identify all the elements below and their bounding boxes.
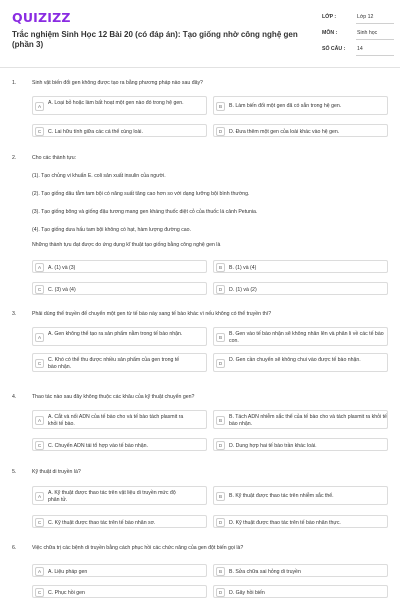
meta-subject-label: MÔN : xyxy=(322,30,338,36)
option-text: B. Tách ADN nhiễm sắc thể của tế bào cho và tách plasmit ra khỏi tế bào nhận. xyxy=(229,414,387,427)
option-letter: A xyxy=(35,567,44,576)
question-2 xyxy=(12,155,390,300)
option-letter: C xyxy=(35,285,44,294)
option-letter: D xyxy=(216,285,225,294)
option-b[interactable] xyxy=(213,327,388,346)
option-letter: D xyxy=(216,359,225,368)
meta-divider xyxy=(356,39,394,40)
quizizz-logo: QUIZIZZ xyxy=(12,10,71,25)
meta-grade-label: LỚP : xyxy=(322,14,337,20)
option-text: A. Liệu pháp gen xyxy=(48,568,88,575)
option-letter: D xyxy=(216,588,225,597)
option-text: C. Khó có thể thu được nhiều sản phẩm của gen trong tế bào nhận. xyxy=(48,357,180,370)
option-text: A. Loại bỏ hoặc làm bất hoạt một gen nào đó trong hệ gen. xyxy=(48,100,184,106)
question-number: 1. xyxy=(12,80,17,86)
question-text: Việc chữa trị các bệnh di truyền bằng cách phục hồi các chức năng của gen đột biến gọi là? xyxy=(32,545,244,551)
option-b[interactable] xyxy=(213,96,388,115)
option-text: A. (1) và (3) xyxy=(48,264,76,271)
option-c[interactable] xyxy=(32,438,207,451)
question-6 xyxy=(12,545,390,600)
option-text: A. Gen không thể tạo ra sản phẩm nằm trong tế bào nhận. xyxy=(48,331,183,337)
option-letter: B xyxy=(216,492,225,501)
option-c[interactable] xyxy=(32,515,207,528)
question-text: Cho các thành tựu: xyxy=(32,155,77,161)
option-b[interactable] xyxy=(213,486,388,505)
option-a[interactable] xyxy=(32,486,207,505)
option-c[interactable] xyxy=(32,124,207,137)
option-text: C. (3) và (4) xyxy=(48,286,76,293)
statement-3: (3). Tạo giống bông và giống đậu tương mang gen kháng thuốc diệt cỏ của thuốc lá cảnh Petunia. xyxy=(32,209,258,215)
meta-divider xyxy=(356,55,394,56)
option-text: D. Dung hợp hai tế bào trần khác loài. xyxy=(229,442,317,449)
question-5 xyxy=(12,469,390,535)
option-a[interactable] xyxy=(32,327,207,346)
option-letter: A xyxy=(35,492,44,501)
statement-4: (4). Tạo giống dưa hấu tam bội không có hạt, hàm lượng đường cao. xyxy=(32,227,192,233)
option-letter: C xyxy=(35,588,44,597)
statement-2: (2). Tạo giống dâu tằm tam bội có năng suất tăng cao hơn so với dạng lưỡng bội bình thường. xyxy=(32,191,250,197)
option-c[interactable] xyxy=(32,585,207,598)
question-text: Sinh vật biến đổi gen không được tạo ra bằng phương pháp nào sau đây? xyxy=(32,80,203,86)
option-b[interactable] xyxy=(213,564,388,577)
option-a[interactable] xyxy=(32,96,207,115)
option-d[interactable] xyxy=(213,124,388,137)
option-a[interactable] xyxy=(32,564,207,577)
question-3 xyxy=(12,311,390,383)
question-1 xyxy=(12,80,390,142)
option-c[interactable] xyxy=(32,282,207,295)
question-4 xyxy=(12,394,390,460)
option-letter: C xyxy=(35,441,44,450)
option-text: D. Gây hồi biến xyxy=(229,589,265,596)
option-letter: D xyxy=(216,518,225,527)
option-letter: B xyxy=(216,102,225,111)
worksheet-header xyxy=(0,0,400,68)
option-letter: D xyxy=(216,441,225,450)
option-text: A. Kỹ thuật được thao tác trên vật liệu di truyền mức độ phân tử. xyxy=(48,490,176,503)
meta-count-label: SỐ CÂU : xyxy=(322,46,346,52)
option-text: D. Gen cần chuyển sẽ không chui vào được tế bào nhận. xyxy=(229,357,361,363)
option-text: D. Kỹ thuật được thao tác trên tế bào nhân thực. xyxy=(229,519,341,526)
option-letter: C xyxy=(35,518,44,527)
statement-prompt: Những thành tựu đạt được do ứng dụng kĩ thuật tạo giống bằng công nghệ gen là xyxy=(32,242,221,248)
option-text: A. Cắt và nối ADN của tế bào cho và tế bào tách plasmit ra khỏi tế bào. xyxy=(48,414,184,427)
option-a[interactable] xyxy=(32,260,207,273)
option-letter: A xyxy=(35,263,44,272)
option-a[interactable] xyxy=(32,410,207,429)
option-letter: B xyxy=(216,567,225,576)
option-text: B. Sửa chữa sai hỏng di truyền xyxy=(229,568,301,575)
question-text: Kỹ thuật di truyền là? xyxy=(32,469,81,475)
option-text: B. Gen vào tế bào nhận sẽ không nhân lên và phân li về các tế bào con. xyxy=(229,331,384,344)
question-text: Thao tác nào sau đây không thuộc các khâu của kỹ thuật chuyển gen? xyxy=(32,394,195,400)
meta-divider xyxy=(356,23,394,24)
statement-1: (1). Tạo chủng vi khuẩn E. coli sản xuất insulin của người. xyxy=(32,173,166,179)
option-letter: B xyxy=(216,416,225,425)
option-text: C. Phục hồi gen xyxy=(48,589,85,596)
question-number: 3. xyxy=(12,311,17,317)
option-c[interactable] xyxy=(32,353,207,372)
option-text: B. Kỹ thuật được thao tác trên nhiễm sắc thể. xyxy=(229,493,334,499)
option-d[interactable] xyxy=(213,438,388,451)
meta-subject-value: Sinh học xyxy=(357,30,378,36)
option-text: C. Chuyển ADN tái tổ hợp vào tế bào nhận. xyxy=(48,442,149,449)
question-number: 5. xyxy=(12,469,17,475)
option-text: B. Làm biến đổi một gen đã có sẵn trong hệ gen. xyxy=(229,103,342,109)
option-b[interactable] xyxy=(213,260,388,273)
meta-count-value: 14 xyxy=(357,46,363,52)
option-text: D. (1) và (2) xyxy=(229,286,257,293)
option-letter: C xyxy=(35,127,44,136)
option-letter: B xyxy=(216,263,225,272)
option-text: C. Lai hữu tính giữa các cá thể cùng loài. xyxy=(48,128,143,135)
question-number: 2. xyxy=(12,155,17,161)
option-letter: A xyxy=(35,416,44,425)
option-letter: A xyxy=(35,333,44,342)
meta-grade-value: Lớp 12 xyxy=(357,14,374,20)
worksheet-title: Trắc nghiệm Sinh Học 12 Bài 20 (có đáp án): Tạo giống nhờ công nghệ gen (phần 3) xyxy=(12,30,298,49)
option-text: D. Đưa thêm một gen của loài khác vào hệ gen. xyxy=(229,128,340,135)
option-text: C. Kỹ thuật được thao tác trên tế bào nhân sơ. xyxy=(48,519,156,526)
option-b[interactable] xyxy=(213,410,388,429)
question-text: Phải dùng thể truyền để chuyển một gen từ tế bào này sang tế bào khác vì nếu không có thể truyền thì? xyxy=(32,311,272,317)
option-letter: C xyxy=(35,359,44,368)
option-d[interactable] xyxy=(213,585,388,598)
question-number: 4. xyxy=(12,394,17,400)
option-d[interactable] xyxy=(213,282,388,295)
option-letter: B xyxy=(216,333,225,342)
option-letter: D xyxy=(216,127,225,136)
question-number: 6. xyxy=(12,545,17,551)
option-letter: A xyxy=(35,102,44,111)
option-d[interactable] xyxy=(213,353,388,372)
option-d[interactable] xyxy=(213,515,388,528)
option-text: B. (1) và (4) xyxy=(229,264,257,271)
